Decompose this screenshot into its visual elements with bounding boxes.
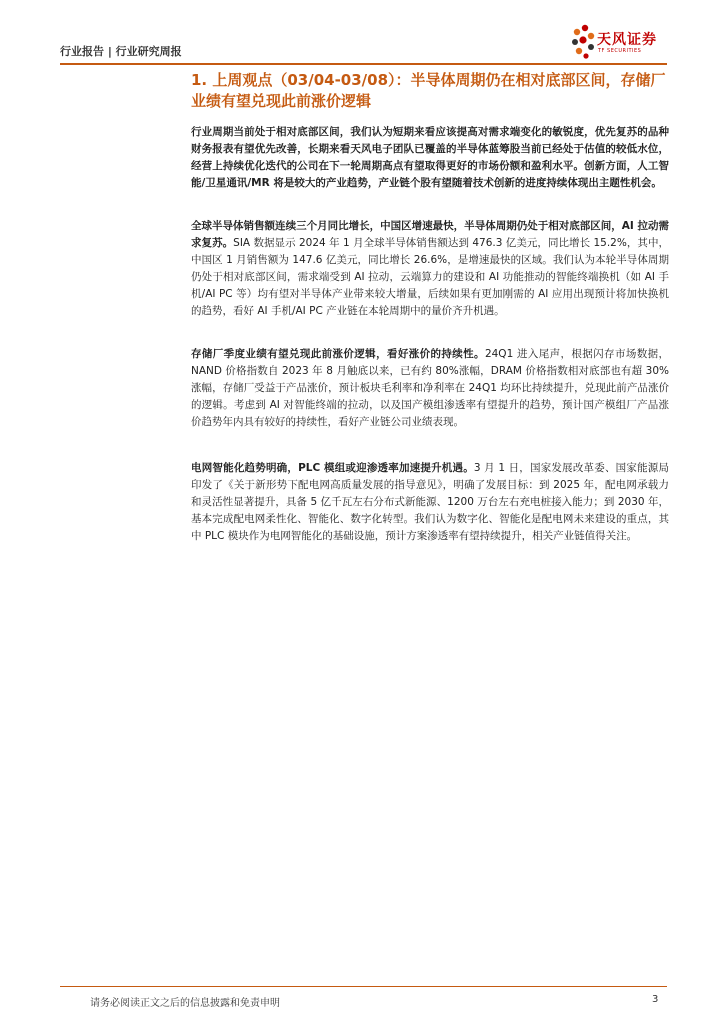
page-number: 3 <box>652 994 659 1005</box>
section-title: 1. 上周观点（03/04-03/08）：半导体周期仍在相对底部区间，存储厂业绩有望兑现此前涨价逻辑 <box>191 71 666 110</box>
paragraph-2 <box>191 218 669 320</box>
paragraph-3-text: 24Q1 进入尾声，根据闪存市场数据，NAND 价格指数自 2023 年 8 月触底以来，已有约 80%涨幅，DRAM 价格指数相对底部也有超 30%涨幅，存储厂受益于产品涨价，预计板块毛利率和净利率在 24Q1 均环比持续提升，兑现此前产品涨价的逻辑。考虑到 AI 对智能终端的拉动，以及国产模组渗透率有望提升的趋势，预计国产模组厂产品涨价趋势年内具有较好的持续性，看好产业链公司业绩表现。 <box>191 348 669 428</box>
paragraph-2-text: SIA 数据显示 2024 年 1 月全球半导体销售额达到 476.3 亿美元，同比增长 15.2%，其中，中国区 1 月销售额为 147.6 亿美元，同比增长 26.6%，是增速最快的区域。我们认为本轮半导体周期仍处于相对底部区间，需求端受到 AI 拉动，云端算力的建设和 AI 功能推动的智能终端换机（如 AI 手机/AI PC 等）均有望对半导体产业带来较大增量，后续如果有更加刚需的 AI 应用出现预计将加快换机的趋势，看好 AI 手机/AI PC 产业链在本轮周期中的量价齐升机遇。 <box>191 237 669 317</box>
paragraph-1 <box>191 124 669 192</box>
footer-disclaimer: 请务必阅读正文之后的信息披露和免责申明 <box>90 998 280 1009</box>
footer-divider <box>60 986 667 987</box>
paragraph-3 <box>191 346 669 431</box>
paragraph-4-text: 3 月 1 日，国家发展改革委、国家能源局印发了《关于新形势下配电网高质量发展的指导意见》，明确了发展目标：到 2025 年，配电网承载力和灵活性显著提升，具备 5 亿千瓦左右分布式新能源、1200 万台左右充电桩接入能力；到 2030 年，基本完成配电网柔性化、智能化、数字化转型。我们认为数字化、智能化是配电网未来建设的重点，其中 PLC 模块作为电网智能化的基础设施，预计方案渗透率有望持续提升，相关产业链值得关注。 <box>191 462 669 542</box>
paragraph-4 <box>191 460 669 545</box>
paragraph-3-bold: 存储厂季度业绩有望兑现此前涨价逻辑，看好涨价的持续性。 <box>191 348 485 360</box>
logo-subtitle: TF SECURITIES <box>598 48 642 54</box>
paragraph-2-bold: 全球半导体销售额连续三个月同比增长，中国区增速最快，半导体周期仍处于相对底部区间，AI 拉动需求复苏。 <box>191 220 669 249</box>
paragraph-1-bold: 行业周期当前处于相对底部区间，我们认为短期来看应该提高对需求端变化的敏锐度，优先复苏的品种财务报表有望优先改善，长期来看天风电子团队已覆盖的半导体蓝筹股当前已经处于估值的较低水位，经营上持续优化迭代的公司在下一轮周期高点有望取得更好的市场份额和盈利水平。创新方面，人工智能/卫星通讯/MR 将是较大的产业趋势，产业链个股有望随着技术创新的进度持续体现出主题性机会。 <box>191 126 669 189</box>
paragraph-4-bold: 电网智能化趋势明确，PLC 模组或迎渗透率加速提升机遇。 <box>191 462 474 474</box>
header-divider <box>60 63 667 65</box>
report-breadcrumb: 行业报告 | 行业研究周报 <box>60 45 182 58</box>
logo-name: 天风证券 <box>597 32 657 48</box>
